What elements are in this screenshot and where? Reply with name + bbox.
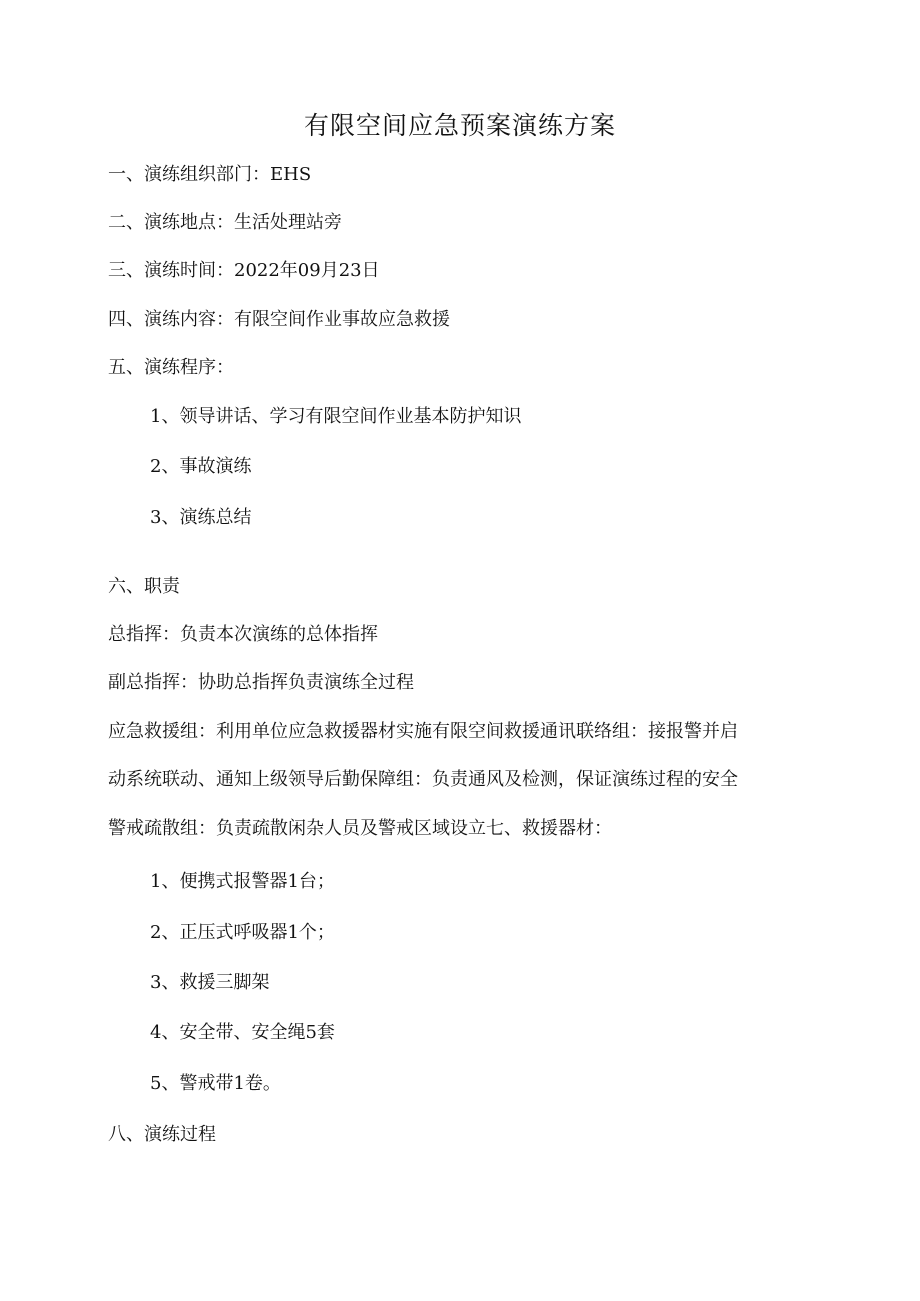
role-rescue-group: 应急救援组：利用单位应急救援器材实施有限空间救援通讯联络组：接报警并启: [108, 721, 738, 742]
section-drill-process: 八、演练过程: [108, 1124, 216, 1145]
equipment-item-1: 1、便携式报警器1台；: [150, 871, 335, 892]
equipment-item-4: 4、安全带、安全绳5套: [150, 1022, 335, 1043]
procedure-item-3: 3、演练总结: [150, 507, 252, 528]
document-title: 有限空间应急预案演练方案: [303, 111, 616, 140]
role-evacuation-group: 警戒疏散组：负责疏散闲杂人员及警戒区域设立七、救援器材：: [108, 818, 612, 839]
section-organizer: 一、演练组织部门：EHS: [108, 164, 312, 185]
section-location: 二、演练地点：生活处理站旁: [108, 212, 342, 233]
section-responsibilities: 六、职责: [108, 576, 180, 597]
role-commander: 总指挥：负责本次演练的总体指挥: [108, 624, 378, 645]
procedure-item-1: 1、领导讲话、学习有限空间作业基本防护知识: [150, 406, 522, 427]
role-deputy-commander: 副总指挥：协助总指挥负责演练全过程: [108, 672, 414, 693]
procedure-item-2: 2、事故演练: [150, 456, 252, 477]
equipment-item-2: 2、正压式呼吸器1个；: [150, 922, 335, 943]
section-time: 三、演练时间：2022年09月23日: [108, 260, 380, 281]
section-content: 四、演练内容：有限空间作业事故应急救援: [108, 309, 450, 330]
equipment-item-3: 3、救援三脚架: [150, 972, 270, 993]
section-procedure: 五、演练程序：: [108, 357, 234, 378]
equipment-item-5: 5、警戒带1卷。: [150, 1073, 281, 1094]
role-logistics-group: 动系统联动、通知上级领导后勤保障组：负责通风及检测，保证演练过程的安全: [108, 769, 738, 790]
